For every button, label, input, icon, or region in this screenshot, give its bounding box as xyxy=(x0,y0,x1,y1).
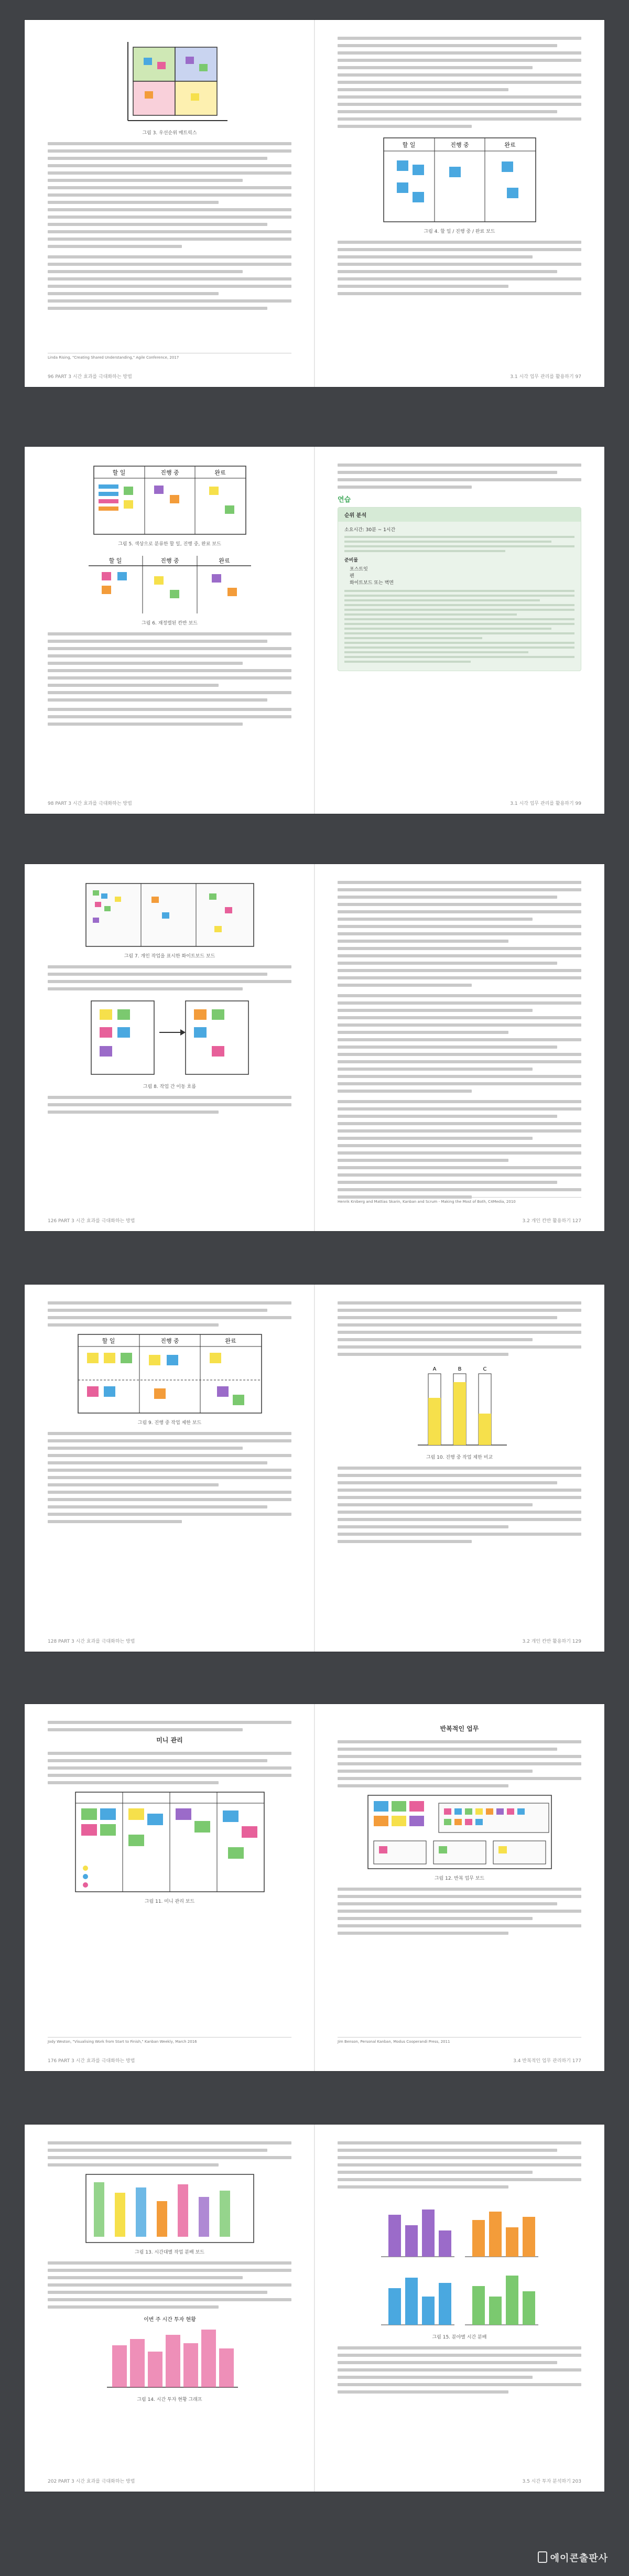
board2-header-done: 완료 xyxy=(218,557,230,564)
spread-4 xyxy=(25,1285,604,1652)
board-header-todo: 할 일 xyxy=(402,142,415,148)
board1-header-done: 완료 xyxy=(214,469,226,476)
recurring-work-figure xyxy=(365,1793,554,1871)
spread-5 xyxy=(25,1704,604,2071)
priority-matrix-figure xyxy=(107,37,233,126)
page-folio: 202 PART 3 시간 효과를 극대화하는 방법 xyxy=(48,2479,135,2484)
section-title: 미니 관리 xyxy=(156,1737,183,1744)
chart-title: 이번 주 시간 투자 현황 xyxy=(143,2317,196,2323)
board1-header-todo: 할 일 xyxy=(112,469,125,476)
time-investment-chart xyxy=(96,2314,243,2392)
board-header-done: 완료 xyxy=(504,142,516,148)
wip-board-drawing xyxy=(75,1332,264,1416)
practice-title: 순위 분석 xyxy=(338,508,581,522)
time-distribution-figure xyxy=(83,2172,256,2245)
area-distribution-figure xyxy=(376,2194,544,2330)
page-129 xyxy=(314,1285,604,1652)
page-folio: 3.2 개인 칸반 활용하기 129 xyxy=(522,1639,581,1644)
recurring-work-drawing xyxy=(365,1793,554,1871)
figure-caption: 그림 15. 분야별 시간 분배 xyxy=(432,2335,487,2340)
publisher-name: 에이콘출판사 xyxy=(550,2553,608,2564)
publisher-logo xyxy=(538,2551,608,2564)
spread-2 xyxy=(25,447,604,814)
page-folio: 176 PART 3 시간 효과를 극대화하는 방법 xyxy=(48,2058,135,2064)
priority-matrix-drawing xyxy=(107,37,233,126)
wip-board-figure xyxy=(75,1332,264,1416)
figure-caption: 그림 3. 우선순위 매트릭스 xyxy=(142,131,197,136)
footnote: Jim Benson, Personal Kanban, Modus Cooperandi Press, 2011 xyxy=(338,2037,581,2044)
figure-caption: 그림 10. 진행 중 작업 제한 비교 xyxy=(426,1455,493,1460)
figure-caption: 그림 12. 반복 업무 보드 xyxy=(434,1876,485,1881)
reordered-board-figure xyxy=(86,553,254,616)
board2-header-doing: 진행 중 xyxy=(160,557,179,564)
mini-management-drawing xyxy=(73,1790,267,1894)
bar-label-b: B xyxy=(458,1366,461,1372)
page-folio: 3.5 시간 투자 분석하기 203 xyxy=(522,2479,581,2484)
spread-3 xyxy=(25,864,604,1231)
page-98 xyxy=(25,447,314,814)
page-177 xyxy=(314,1704,604,2071)
kanban-board-figure xyxy=(381,135,538,224)
practice-item: 포스트잇 xyxy=(350,567,368,572)
page-203 xyxy=(314,2125,604,2492)
figure-caption: 그림 11. 미니 관리 보드 xyxy=(144,1899,195,1904)
wip-bars-figure xyxy=(407,1361,512,1450)
practice-materials-label: 준비물 xyxy=(344,558,359,563)
page-folio: 3.1 시각 업무 관리를 활용하기 97 xyxy=(510,374,581,380)
board-header-doing: 진행 중 xyxy=(450,142,469,148)
section-title: 반복적인 업무 xyxy=(440,1725,479,1732)
page-folio: 126 PART 3 시간 효과를 극대화하는 방법 xyxy=(48,1219,135,1224)
board-header-doing: 진행 중 xyxy=(160,1338,179,1344)
page-97 xyxy=(314,20,604,387)
page-folio: 98 PART 3 시간 효과를 극대화하는 방법 xyxy=(48,801,132,806)
practice-box xyxy=(338,507,581,671)
flow-drawing xyxy=(86,996,254,1080)
area-distribution-drawing xyxy=(376,2194,544,2330)
practice-item: 펜 xyxy=(350,574,354,579)
figure-caption: 그림 4. 할 일 / 진행 중 / 완료 보드 xyxy=(424,229,495,234)
figure-caption-2: 그림 8. 작업 간 이동 흐름 xyxy=(143,1084,197,1090)
whiteboard-figure xyxy=(83,881,256,949)
practice-item: 화이트보드 또는 벽면 xyxy=(350,580,394,586)
page-127 xyxy=(314,864,604,1231)
page-126 xyxy=(25,864,314,1231)
bar-label-a: A xyxy=(432,1366,436,1372)
time-distribution-drawing xyxy=(83,2172,256,2245)
footnote: Linda Rising, "Creating Shared Understanding," Agile Conference, 2017 xyxy=(48,353,291,360)
figure-caption: 그림 9. 진행 중 작업 제한 보드 xyxy=(137,1420,202,1426)
page-202 xyxy=(25,2125,314,2492)
bar-label-c: C xyxy=(483,1366,486,1372)
spread-6 xyxy=(25,2125,604,2492)
page-176 xyxy=(25,1704,314,2071)
logo-icon xyxy=(538,2551,547,2563)
reordered-board-drawing xyxy=(86,553,254,616)
mini-management-figure xyxy=(73,1790,267,1894)
whiteboard-drawing xyxy=(83,881,256,949)
footnote: Jody Weston, "Visualising Work from Start to Finish," Kanban Weekly, March 2016 xyxy=(48,2037,291,2044)
spread-1 xyxy=(25,20,604,387)
practice-time: 소요시간: 30분 ~ 1시간 xyxy=(344,527,396,533)
colored-board-drawing xyxy=(91,464,248,537)
figure-caption-1: 그림 7. 개인 작업을 표시한 화이트보드 보드 xyxy=(124,954,215,959)
page-96 xyxy=(25,20,314,387)
time-investment-drawing xyxy=(96,2314,243,2392)
figure-caption-2: 그림 14. 시간 투자 현황 그래프 xyxy=(137,2397,202,2402)
colored-board-figure xyxy=(91,464,248,537)
board-header-done: 완료 xyxy=(224,1338,236,1344)
page-folio: 96 PART 3 시간 효과를 극대화하는 방법 xyxy=(48,374,132,380)
page-folio: 3.1 시각 업무 관리를 활용하기 99 xyxy=(510,801,581,806)
page-folio: 3.4 반복적인 업무 관리하기 177 xyxy=(513,2058,581,2064)
board2-header-todo: 할 일 xyxy=(109,557,122,564)
wip-bars-drawing xyxy=(407,1361,512,1450)
page-128 xyxy=(25,1285,314,1652)
page-folio: 128 PART 3 시간 효과를 극대화하는 방법 xyxy=(48,1639,135,1644)
board1-header-doing: 진행 중 xyxy=(160,469,179,476)
page-folio: 3.2 개인 칸반 활용하기 127 xyxy=(522,1219,581,1224)
footnote: Henrik Kniberg and Mattias Skarin, Kanban and Scrum - Making the Most of Both, C4Media, 2010 xyxy=(338,1197,581,1204)
flow-figure xyxy=(86,996,254,1080)
figure-caption-2: 그림 6. 재정렬된 칸반 보드 xyxy=(142,621,198,626)
board-header-todo: 할 일 xyxy=(102,1338,115,1344)
kanban-board-drawing xyxy=(381,135,538,224)
page-99 xyxy=(314,447,604,814)
figure-caption-1: 그림 13. 시간대별 작업 분배 보드 xyxy=(135,2250,204,2255)
figure-caption-1: 그림 5. 색상으로 분류한 할 일, 진행 중, 완료 보드 xyxy=(118,542,221,547)
practice-heading: 연습 xyxy=(338,496,351,504)
